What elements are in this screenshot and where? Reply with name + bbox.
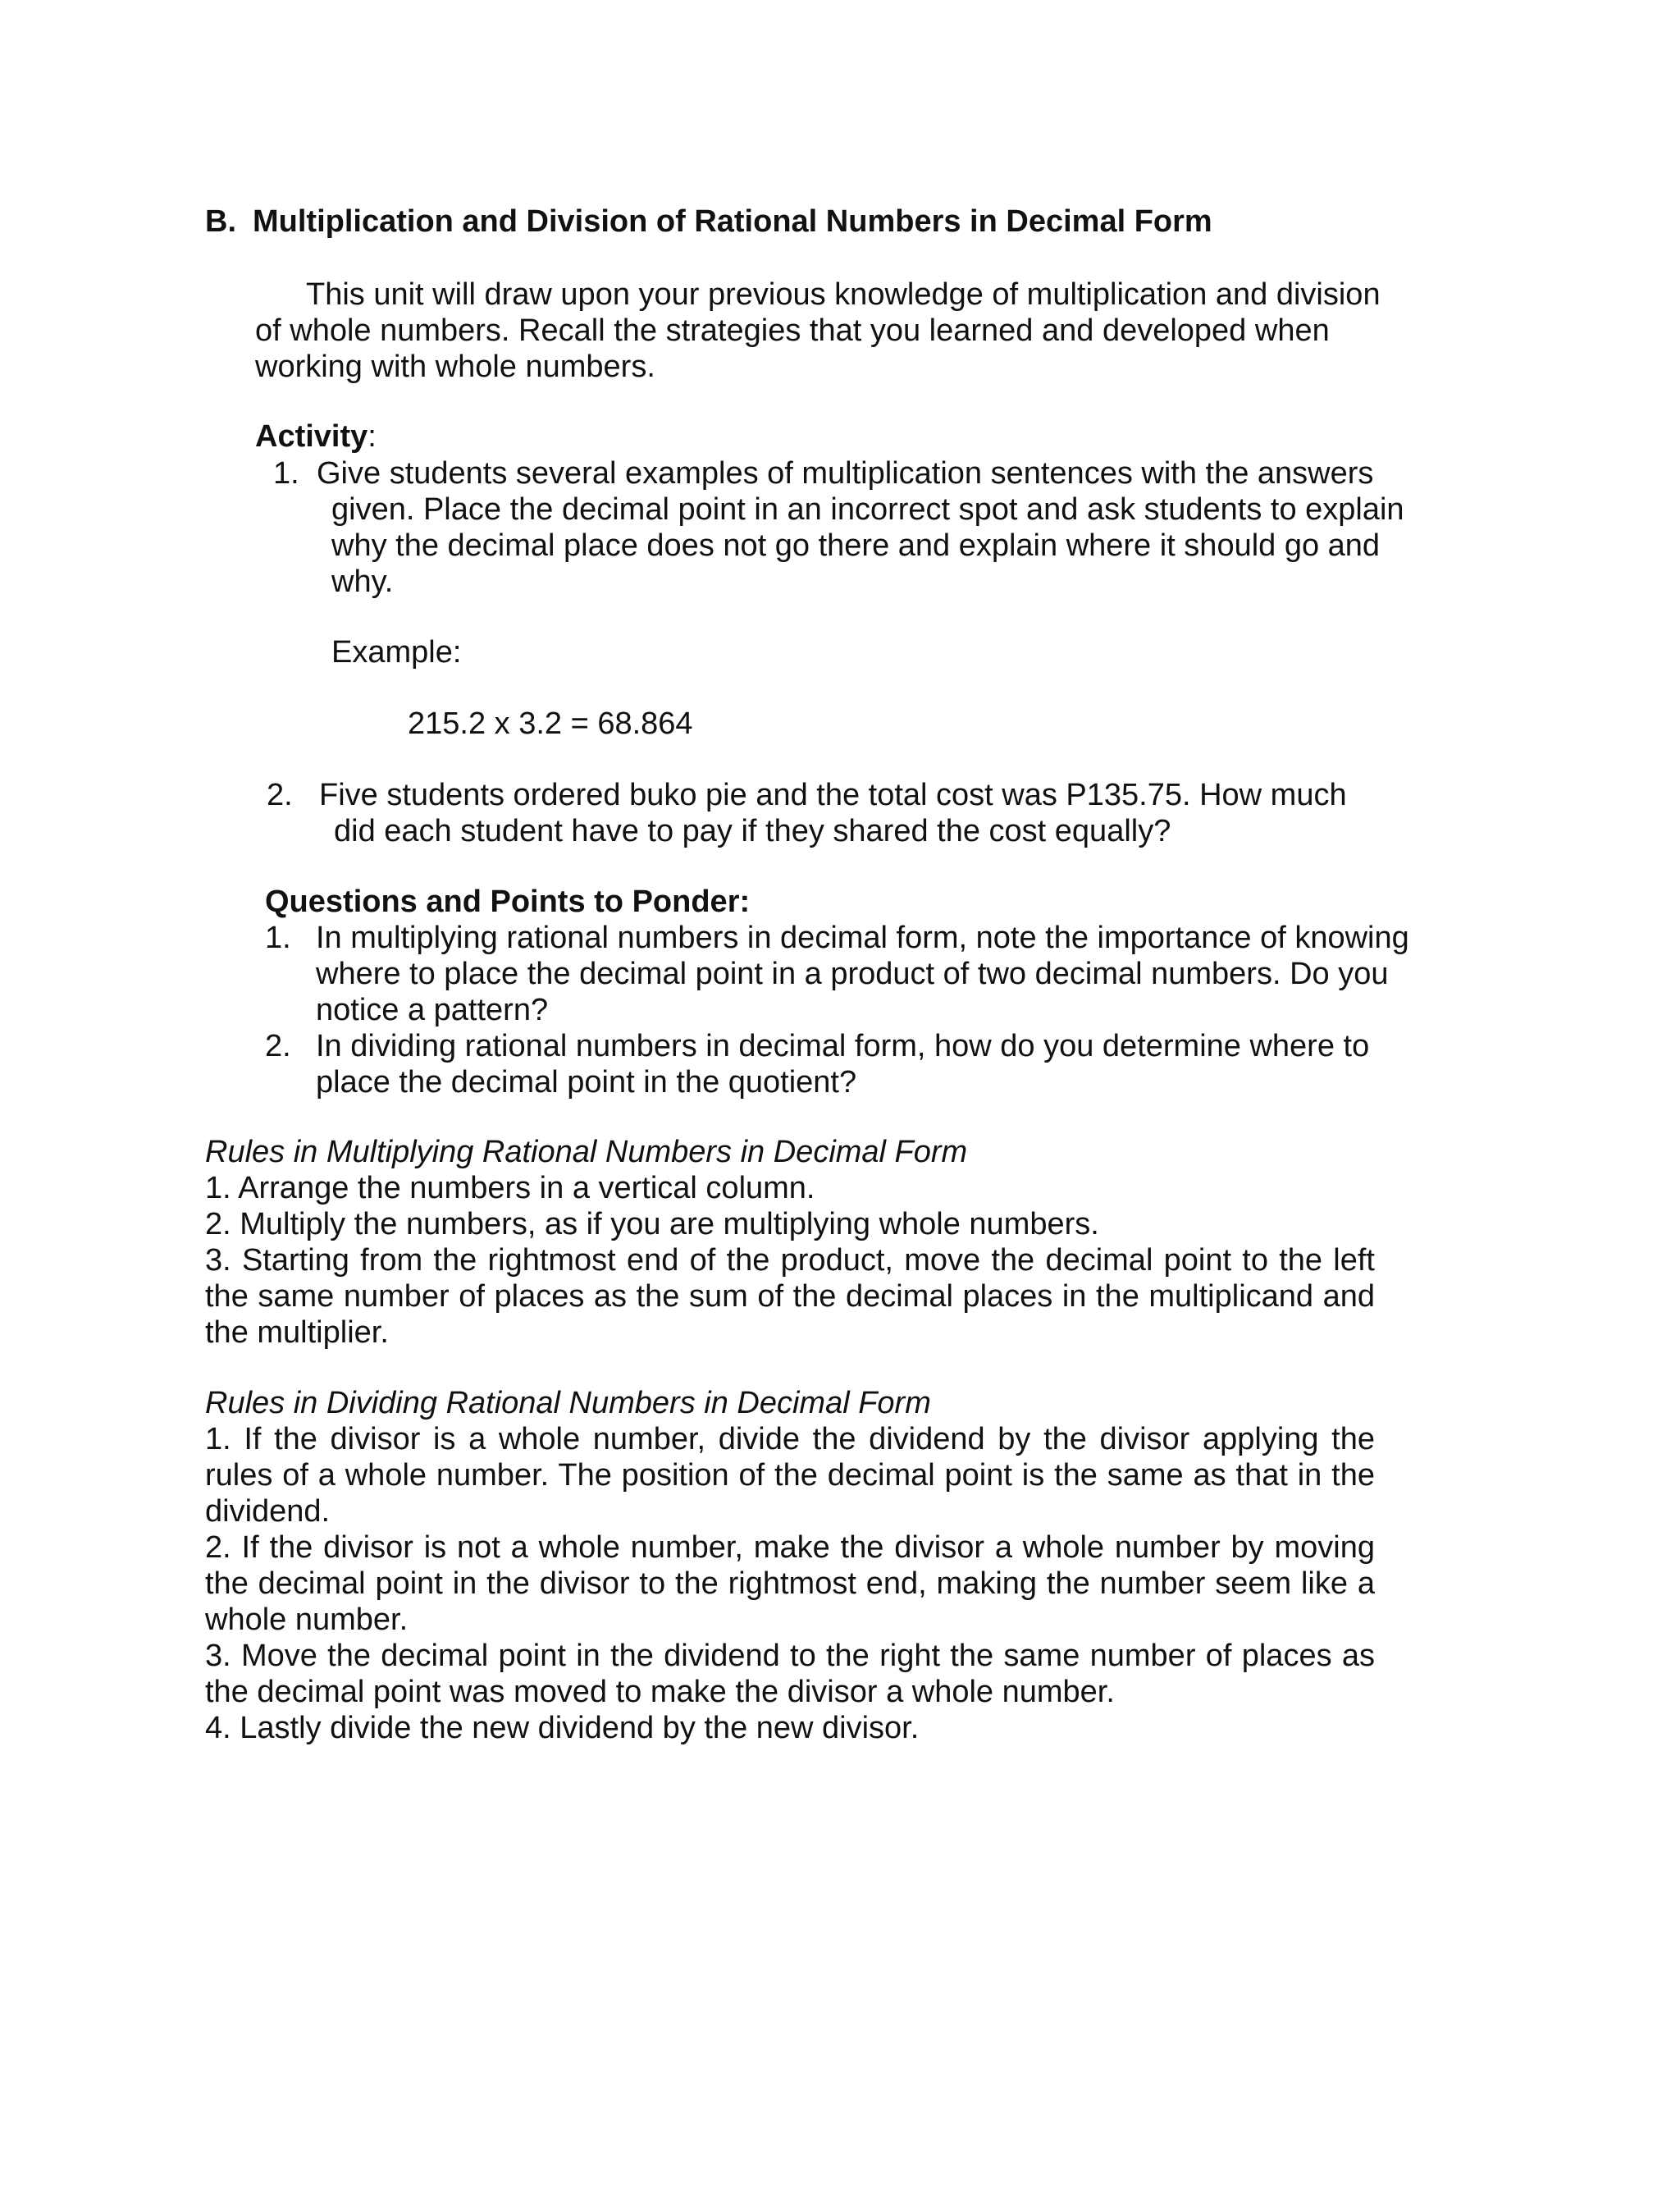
ponder-list [265,920,1413,1100]
activity-label [255,418,377,455]
ponder-item-number: 1. [265,921,291,955]
rules-dividing-list [205,1421,1375,1746]
intro-text: This unit will draw upon your previous knowledge of multiplication and division of whole numbers. Recall the strategies that you learned and developed when working with whole numbers. [255,277,1381,384]
rules-multiplying-title: Rules in Multiplying Rational Numbers in Decimal Form [205,1135,968,1169]
section-heading [205,203,1212,240]
example-label: Example: [331,635,462,670]
ponder-item-2 [265,1028,1413,1100]
ponder-item-text: In multiplying rational numbers in decimal form, note the importance of knowing where to place the decimal point in a product of two decimal numbers. Do you notice a pattern? [316,921,1409,1027]
activity-label-colon: : [368,419,377,454]
activity-label-text: Activity [255,419,368,454]
ponder-item-1 [265,920,1413,1028]
ponder-heading: Questions and Points to Ponder: [265,885,751,919]
rules-multiplying-item: 3. Starting from the rightmost end of the product, move the decimal point to the left the same number of places as the sum of the decimal places in the multiplicand and the multiplier. [205,1243,1375,1350]
intro-paragraph [255,277,1404,385]
rules-dividing-title: Rules in Dividing Rational Numbers in Decimal Form [205,1386,931,1420]
rules-multiplying-item: 1. Arrange the numbers in a vertical column. [205,1171,815,1205]
activity-item-text: Five students ordered buko pie and the total cost was P135.75. How much did each student have to pay if they shared the cost equally? [319,778,1347,848]
activity-item-text: Give students several examples of multiplication sentences with the answers given. Place the decimal point in an incorrect spot and ask students to explain why the decimal place does not go there and explain where it should go and why. [317,456,1404,599]
rules-dividing-item: 4. Lastly divide the new dividend by the new divisor. [205,1711,920,1745]
rules-multiplying-item: 2. Multiply the numbers, as if you are multiplying whole numbers. [205,1207,1099,1241]
rules-dividing-item: 1. If the divisor is a whole number, divide the dividend by the divisor applying the rules of a whole number. The position of the decimal point is the same as that in the dividend. [205,1422,1375,1529]
rules-dividing-item: 3. Move the decimal point in the dividend to the right the same number of places as the decimal point was moved to make the divisor a whole number. [205,1639,1375,1709]
rules-multiplying-list [205,1170,1375,1351]
activity-list-2 [267,777,1382,849]
example-equation: 215.2 x 3.2 = 68.864 [408,706,693,741]
activity-item-1 [273,455,1405,600]
activity-list-1 [273,455,1405,600]
ponder-item-number: 2. [265,1029,291,1063]
section-title: Multiplication and Division of Rational Numbers in Decimal Form [253,204,1212,239]
rules-dividing-item: 2. If the divisor is not a whole number, make the divisor a whole number by moving the decimal point in the divisor to the rightmost end, making the number seem like a whole number. [205,1530,1375,1637]
section-letter: B. [205,204,236,239]
ponder-item-text: In dividing rational numbers in decimal form, how do you determine where to place the decimal point in the quotient? [316,1029,1370,1100]
activity-item-number: 1. [273,456,299,491]
activity-item-2 [267,777,1382,849]
activity-item-number: 2. [267,778,293,812]
